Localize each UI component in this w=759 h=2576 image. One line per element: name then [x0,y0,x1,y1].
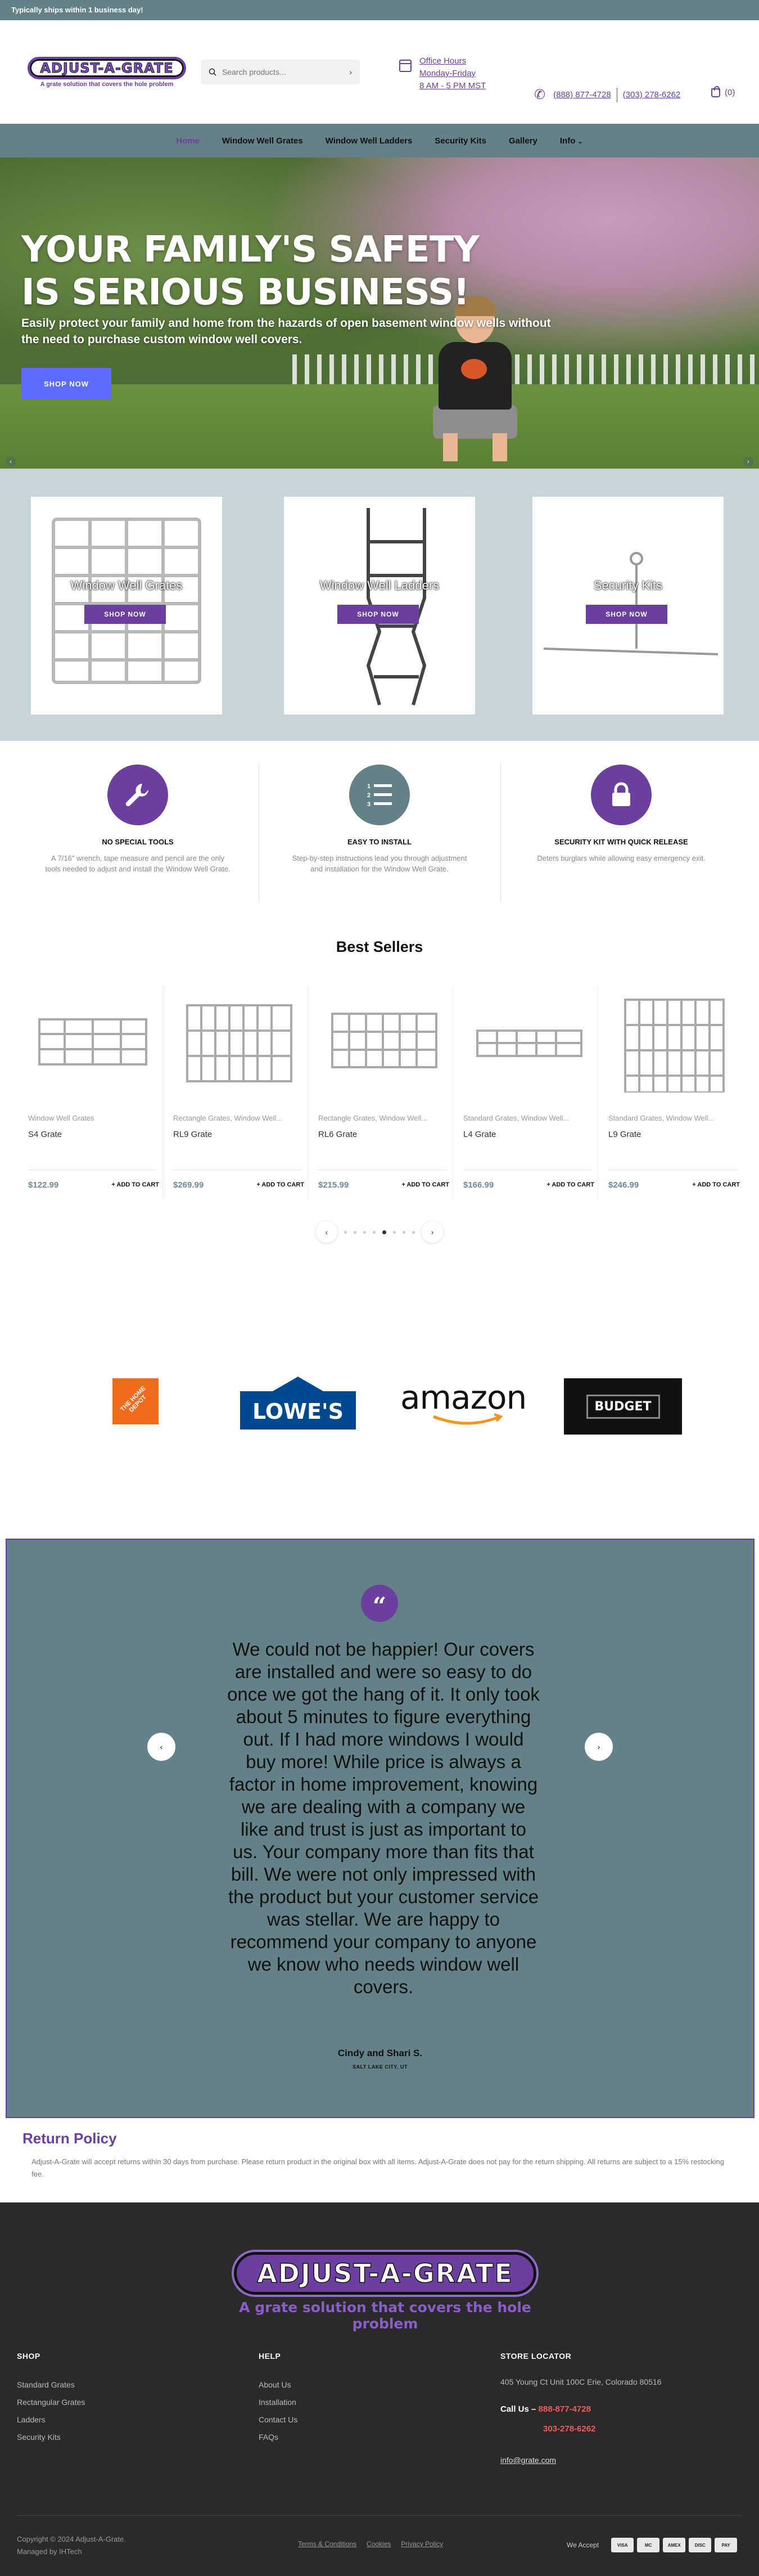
calendar-icon [399,60,412,72]
phone-numbers [534,87,680,103]
hero-shop-now-button[interactable]: SHOP NOW [21,368,111,399]
category-card-security-kits[interactable] [532,497,724,714]
store-call-label: Call Us – [500,2404,539,2414]
store-address: 405 Young Ct Unit 100C Erie, Colorado 80516 [500,2377,662,2386]
testimonial-next-icon[interactable]: › [585,1733,613,1761]
category-shop-now-button[interactable]: SHOP NOW [586,605,667,624]
hero-headline-line1: YOUR FAMILY'S SAFETY [21,229,479,271]
category-card-ladders[interactable] [284,497,475,714]
logo-tagline: A grate solution that covers the hole problem [40,80,174,88]
office-days-link[interactable]: Monday-Friday [419,69,476,78]
logo-wordmark: ADJUST-A-GRATE [28,57,186,79]
product-category: Window Well Grates [28,1114,94,1122]
discover-card-icon: DISC [689,2538,711,2552]
feature-text: A 7/16" wrench, tape measure and pencil are the only tools needed to adjust and install the Window Well Grate. [45,854,231,873]
product-card[interactable] [458,986,598,1199]
pager-dot[interactable] [412,1231,415,1234]
footer-help-column [259,2352,297,2446]
amazon-logo: amazon [400,1378,521,1423]
footer-shop-column [17,2352,85,2446]
category-title: Security Kits [593,578,663,592]
product-price: $166.99 [463,1180,494,1190]
managed-by-text: Managed by IHTech [17,2547,82,2556]
cookies-link[interactable]: Cookies [367,2540,391,2548]
store-phone-1[interactable]: 888-877-4728 [538,2404,591,2414]
feature-text: Step-by-step instructions lead you through adjustment and installation for the Window Well Grate. [292,854,467,873]
nav-home[interactable]: Home [176,136,200,146]
phone-icon: ✆ [534,87,546,102]
hero-prev-arrow-icon[interactable]: ‹ [6,457,16,467]
product-category: Standard Grates, Window Well... [463,1114,570,1122]
nav-security-kits[interactable]: Security Kits [435,136,486,146]
footer-link-installation[interactable]: Installation [259,2398,296,2407]
we-accept-label: We Accept [567,2541,599,2549]
phone-primary-link[interactable]: (888) 877-4728 [553,90,611,100]
best-sellers-heading: Best Sellers [336,938,423,955]
announcement-bar [0,0,759,20]
feature-no-special-tools [37,762,239,903]
category-card-grates[interactable] [31,497,222,714]
announcement-text: Typically ships within 1 business day! [11,6,143,14]
footer-logo-tagline: A grate solution that covers the hole problem [239,2299,531,2332]
office-hours [399,55,486,92]
footer-store-column [500,2352,725,2469]
footer-link-faqs[interactable]: FAQs [259,2433,279,2442]
quote-icon: “ [361,1585,398,1622]
product-category: Standard Grates, Window Well... [608,1114,715,1122]
footer-link-ladders[interactable]: Ladders [17,2415,46,2424]
site-logo[interactable] [22,52,191,92]
testimonial-quote: We could not be happier! Our covers are installed and were so easy to do once we got the hang of it. It only took about 5 minutes to figure everything out. If I had more windows I would buy more! While price is always a factor in home improvement, knowing we are dealing with a company we like and trust is just as important to us. Your company more than fits that bill. We were not only impressed with the product but your customer service was stellar. We are happy to recommend your company to anyone we know who needs window well covers. [227,1639,540,1997]
feature-easy-install [278,762,481,903]
carousel-next-icon[interactable]: › [422,1221,443,1243]
category-shop-now-button[interactable]: SHOP NOW [84,605,166,624]
feature-text: Deters burglars while allowing easy emergency exit. [537,854,706,862]
nav-window-well-ladders[interactable]: Window Well Ladders [325,136,413,146]
site-footer [0,2202,759,2576]
footer-divider [17,2515,742,2516]
store-email-link[interactable]: info@grate.com [500,2456,557,2465]
feature-title: EASY TO INSTALL [347,838,412,846]
pager-dot[interactable] [344,1231,347,1234]
cart-count: (0) [725,88,735,97]
payment-methods [567,2538,737,2552]
office-time-link[interactable]: 8 AM - 5 PM MST [419,81,486,91]
add-to-cart-label: ADD TO CART [406,1181,449,1188]
mastercard-icon: MC [637,2538,659,2552]
product-name[interactable]: RL6 Grate [318,1130,358,1139]
product-category: Rectangle Grates, Window Well... [318,1114,428,1122]
product-price: $215.99 [318,1180,349,1190]
numbered-list-icon [349,765,410,825]
product-card[interactable] [603,986,743,1199]
add-to-cart-button[interactable]: + ADD TO CART [692,1181,740,1188]
product-name[interactable]: L9 Grate [608,1130,641,1139]
footer-column-title: HELP [259,2352,281,2361]
product-image [608,991,738,1093]
nav-gallery[interactable]: Gallery [509,136,537,146]
product-price: $246.99 [608,1180,639,1190]
feature-security-kit [520,762,722,903]
add-to-cart-label: ADD TO CART [116,1181,159,1188]
pager-dot[interactable] [363,1231,366,1234]
chevron-down-icon: ⌄ [577,138,583,145]
hero-headline [21,228,479,314]
svg-text:2: 2 [367,792,371,799]
nav-info-label: Info [559,136,576,146]
nav-info[interactable] [549,136,594,146]
footer-link-standard-grates[interactable]: Standard Grates [17,2380,75,2389]
add-to-cart-label: ADD TO CART [261,1181,304,1188]
hero-subtitle: Easily protect your family and home from the hazards of open basement window wells without the need to purchase custom window well covers. [21,317,551,346]
wrench-icon [107,765,168,825]
category-section [0,469,759,741]
hero-next-arrow-icon[interactable]: › [743,457,753,467]
amex-card-icon: AMEX [663,2538,685,2552]
office-hours-link[interactable]: Office Hours [419,56,467,66]
hero-headline-line2: IS SERIOUS BUSINESS! [21,272,469,313]
carousel-prev-icon[interactable]: ‹ [316,1221,337,1243]
footer-logo[interactable] [231,2252,540,2332]
testimonial-author: Cindy and Shari S. [337,2048,423,2058]
lock-icon [591,765,652,825]
product-card[interactable] [313,986,453,1199]
return-policy-heading: Return Policy [22,2130,117,2147]
footer-link-security-kits[interactable]: Security Kits [17,2433,61,2442]
feature-divider [500,762,501,903]
site-header [0,20,759,124]
pager-dot[interactable] [373,1231,376,1234]
carousel-pager [301,1221,458,1243]
search-icon [209,68,216,76]
search-input[interactable] [222,68,349,77]
store-call [500,2404,725,2414]
retailer-logos [0,1361,759,1451]
privacy-link[interactable]: Privacy Policy [401,2540,444,2548]
add-to-cart-button[interactable]: + ADD TO CART [546,1181,594,1188]
add-to-cart-button[interactable]: + ADD TO CART [111,1181,159,1188]
product-card[interactable] [22,986,163,1199]
lowes-logo: LOWE'S [239,1375,357,1431]
terms-link[interactable]: Terms & Conditions [298,2540,357,2548]
product-image [318,991,448,1093]
product-name[interactable]: S4 Grate [28,1130,62,1139]
copyright-text: Copyright © 2024 Adjust-A-Grate. [17,2535,126,2543]
pager-dot-active[interactable] [382,1230,386,1234]
legal-links [298,2540,443,2548]
product-name[interactable]: RL9 Grate [173,1130,213,1139]
testimonial-prev-icon[interactable]: ‹ [147,1733,175,1761]
feature-title: NO SPECIAL TOOLS [102,838,174,846]
cart-button[interactable] [711,88,735,97]
feature-title: SECURITY KIT WITH QUICK RELEASE [554,838,688,846]
hero-grass-decoration [0,384,759,469]
add-to-cart-button[interactable]: + ADD TO CART [256,1181,304,1188]
visa-card-icon: VISA [611,2538,634,2552]
store-phone-2[interactable]: 303-278-6262 [543,2424,596,2434]
product-carousel [22,986,740,1199]
product-image [463,991,593,1093]
testimonial-section [6,1539,755,2118]
pager-dot[interactable] [393,1231,396,1234]
product-price: $269.99 [173,1180,204,1190]
nav-window-well-grates[interactable]: Window Well Grates [222,136,303,146]
pager-dot[interactable] [354,1231,356,1234]
testimonial-location: SALT LAKE CITY, UT [353,2064,408,2070]
product-image [173,991,302,1093]
category-title: Window Well Grates [70,578,183,592]
footer-column-title: SHOP [17,2352,40,2361]
footer-link-about[interactable]: About Us [259,2380,291,2389]
add-to-cart-label: ADD TO CART [697,1181,740,1188]
search-submit-icon[interactable]: › [349,68,352,77]
return-policy-text: Adjust-A-Grate will accept returns within 30 days from purchase. Please return product in the original box with all items. Adjust-A-Grate does not pay for the return shipping. All returns are subject to a 15% restocking fee. [31,2157,724,2178]
paypal-card-icon: PAY [715,2538,737,2552]
footer-link-rectangular-grates[interactable]: Rectangular Grates [17,2398,85,2407]
budget-logo: BUDGET [564,1378,682,1435]
product-name[interactable]: L4 Grate [463,1130,496,1139]
add-to-cart-button[interactable]: + ADD TO CART [401,1181,449,1188]
search-box [201,60,360,84]
category-shop-now-button[interactable]: SHOP NOW [337,605,419,624]
hero-banner [0,158,759,469]
category-title: Window Well Ladders [319,578,440,592]
main-nav [0,124,759,158]
copyright [17,2533,126,2558]
shopping-bag-icon [711,88,720,97]
phone-secondary-link[interactable]: (303) 278-6262 [622,90,681,100]
add-to-cart-label: ADD TO CART [552,1181,594,1188]
product-category: Rectangle Grates, Window Well... [173,1114,283,1122]
pager-dot[interactable] [403,1231,405,1234]
footer-logo-wordmark: ADJUST-A-GRATE [234,2252,536,2295]
product-card[interactable] [168,986,308,1199]
features-section [0,762,759,931]
footer-column-title: STORE LOCATOR [500,2352,572,2361]
product-price: $122.99 [28,1180,59,1190]
home-depot-logo: THE HOME DEPOT [112,1378,159,1424]
footer-link-contact[interactable]: Contact Us [259,2415,298,2424]
svg-text:3: 3 [367,801,371,808]
svg-text:1: 1 [367,783,371,790]
product-image [28,991,157,1093]
